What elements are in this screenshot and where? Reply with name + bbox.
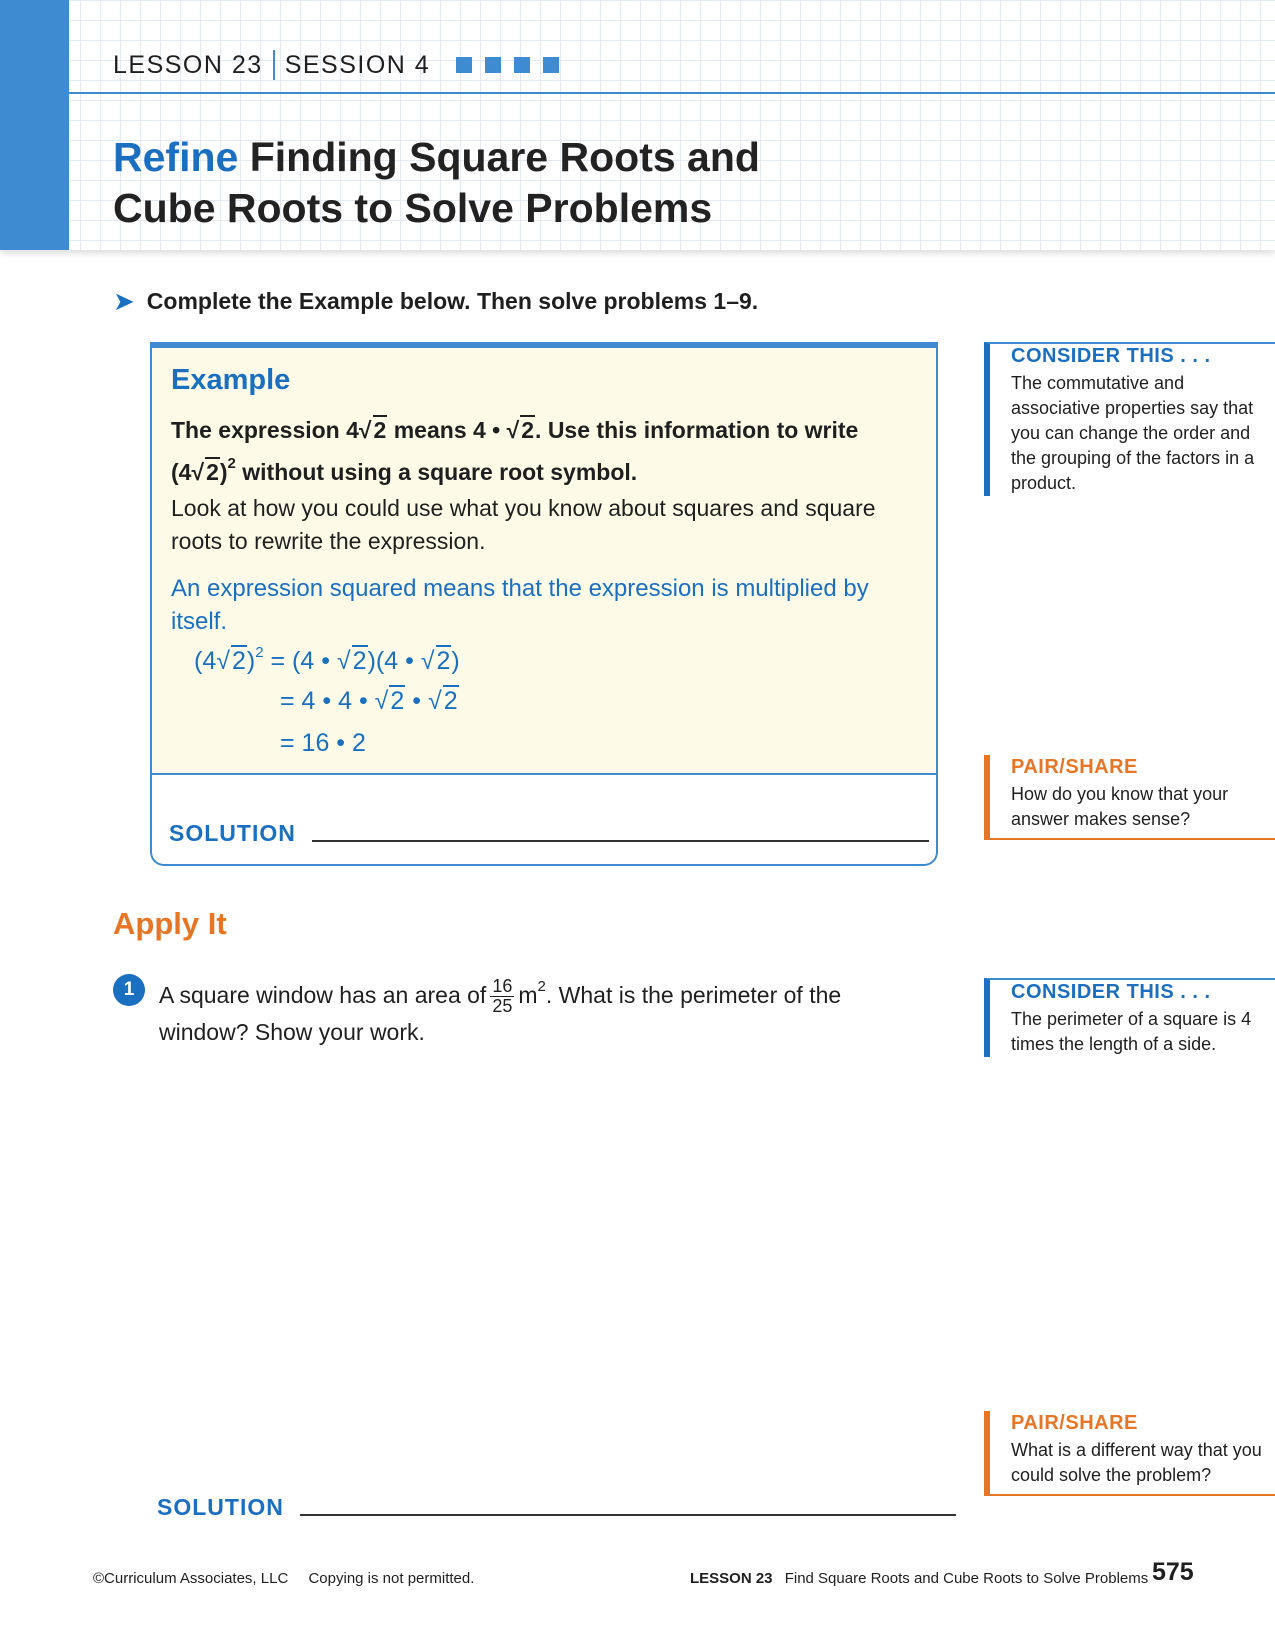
footer-right — [690, 1570, 1148, 1587]
progress-square-icon — [543, 57, 559, 73]
fraction: $\frac{16}{25}$ — [492, 976, 513, 1017]
example-heading: Example — [171, 364, 291, 396]
footer-copy-notice: Copying is not permitted. — [308, 1570, 475, 1587]
footer-copyright: ©Curriculum Associates, LLC — [93, 1570, 289, 1587]
divider — [273, 50, 275, 80]
sidebar-text: What is a different way that you could solve the problem? — [1011, 1440, 1262, 1485]
sidebar-title: CONSIDER THIS . . . — [1011, 345, 1211, 367]
problem-text: A square window has an area of $\frac{16}{25}$ $m^2$. What is the perimeter of the window? Show your work. — [159, 976, 842, 1046]
example-content — [152, 348, 936, 775]
footer-left — [93, 1570, 474, 1587]
sidebar-pair-share-2 — [984, 1411, 1275, 1496]
sidebar-text: How do you know that your answer makes sense? — [1011, 784, 1229, 829]
page-title-refine: Refine — [113, 134, 239, 180]
sidebar-title: PAIR/SHARE — [1011, 756, 1138, 778]
progress-square-icon — [514, 57, 530, 73]
math-line-1: $(4√2)^2 = (4$ • √2)(4 • √2) — [194, 644, 460, 675]
example-prompt: The expression 4√2 means 4 • √2. Use this information to write $(4√2)^2$ without using a square root symbol. — [171, 417, 859, 485]
lesson-session-label — [113, 50, 572, 80]
math-line-3: = 16 • 2 — [280, 729, 366, 757]
progress-square-icon — [485, 57, 501, 73]
footer-lesson-title: Find Square Roots and Cube Roots to Solve Problems — [784, 1570, 1149, 1587]
sidebar-consider-this-2 — [984, 978, 1275, 1057]
page-title-rest: Finding Square Roots and Cube Roots to Solve Problems — [113, 134, 760, 231]
progress-square-icon — [456, 57, 472, 73]
session-progress-squares — [456, 57, 572, 73]
example-solution-row — [169, 820, 929, 847]
solution-answer-line[interactable] — [312, 840, 929, 842]
lesson-label: LESSON 23 — [113, 50, 263, 79]
page-number: 575 — [1152, 1558, 1194, 1586]
sidebar-consider-this-1 — [984, 342, 1275, 496]
instruction — [113, 286, 758, 317]
header-band — [0, 0, 1275, 250]
math-line-2: = 4 • 4 • √2 • √2 — [280, 687, 458, 715]
session-label: SESSION 4 — [284, 50, 431, 79]
solution-label: SOLUTION — [157, 1494, 284, 1520]
sidebar-text: The commutative and associative properties say that you can change the order and the grouping of the factors in a product. — [1011, 373, 1255, 493]
sidebar-title: CONSIDER THIS . . . — [1011, 981, 1211, 1003]
solution-label: SOLUTION — [169, 820, 296, 846]
problem-number-badge: 1 — [113, 974, 145, 1006]
footer-lesson: LESSON 23 — [690, 1570, 773, 1587]
arrow-icon: ➤ — [113, 286, 135, 316]
sidebar-title: PAIR/SHARE — [1011, 1412, 1138, 1434]
problem-1-solution-row — [157, 1494, 956, 1521]
instruction-text: Complete the Example below. Then solve problems 1–9. — [146, 288, 759, 314]
example-worked-text: An expression squared means that the expression is multiplied by itself. — [171, 575, 869, 635]
header-blue-bar — [0, 0, 69, 250]
example-body: Look at how you could use what you know about squares and square roots to rewrite the expression. — [171, 495, 876, 554]
solution-answer-line[interactable] — [300, 1514, 956, 1516]
problem-1 — [113, 970, 879, 1049]
page-title — [113, 132, 873, 234]
apply-it-heading: Apply It — [113, 906, 227, 941]
header-rule — [69, 92, 1275, 94]
example-box — [150, 342, 938, 866]
sidebar-text: The perimeter of a square is 4 times the length of a side. — [1011, 1009, 1252, 1054]
sidebar-pair-share-1 — [984, 755, 1275, 840]
